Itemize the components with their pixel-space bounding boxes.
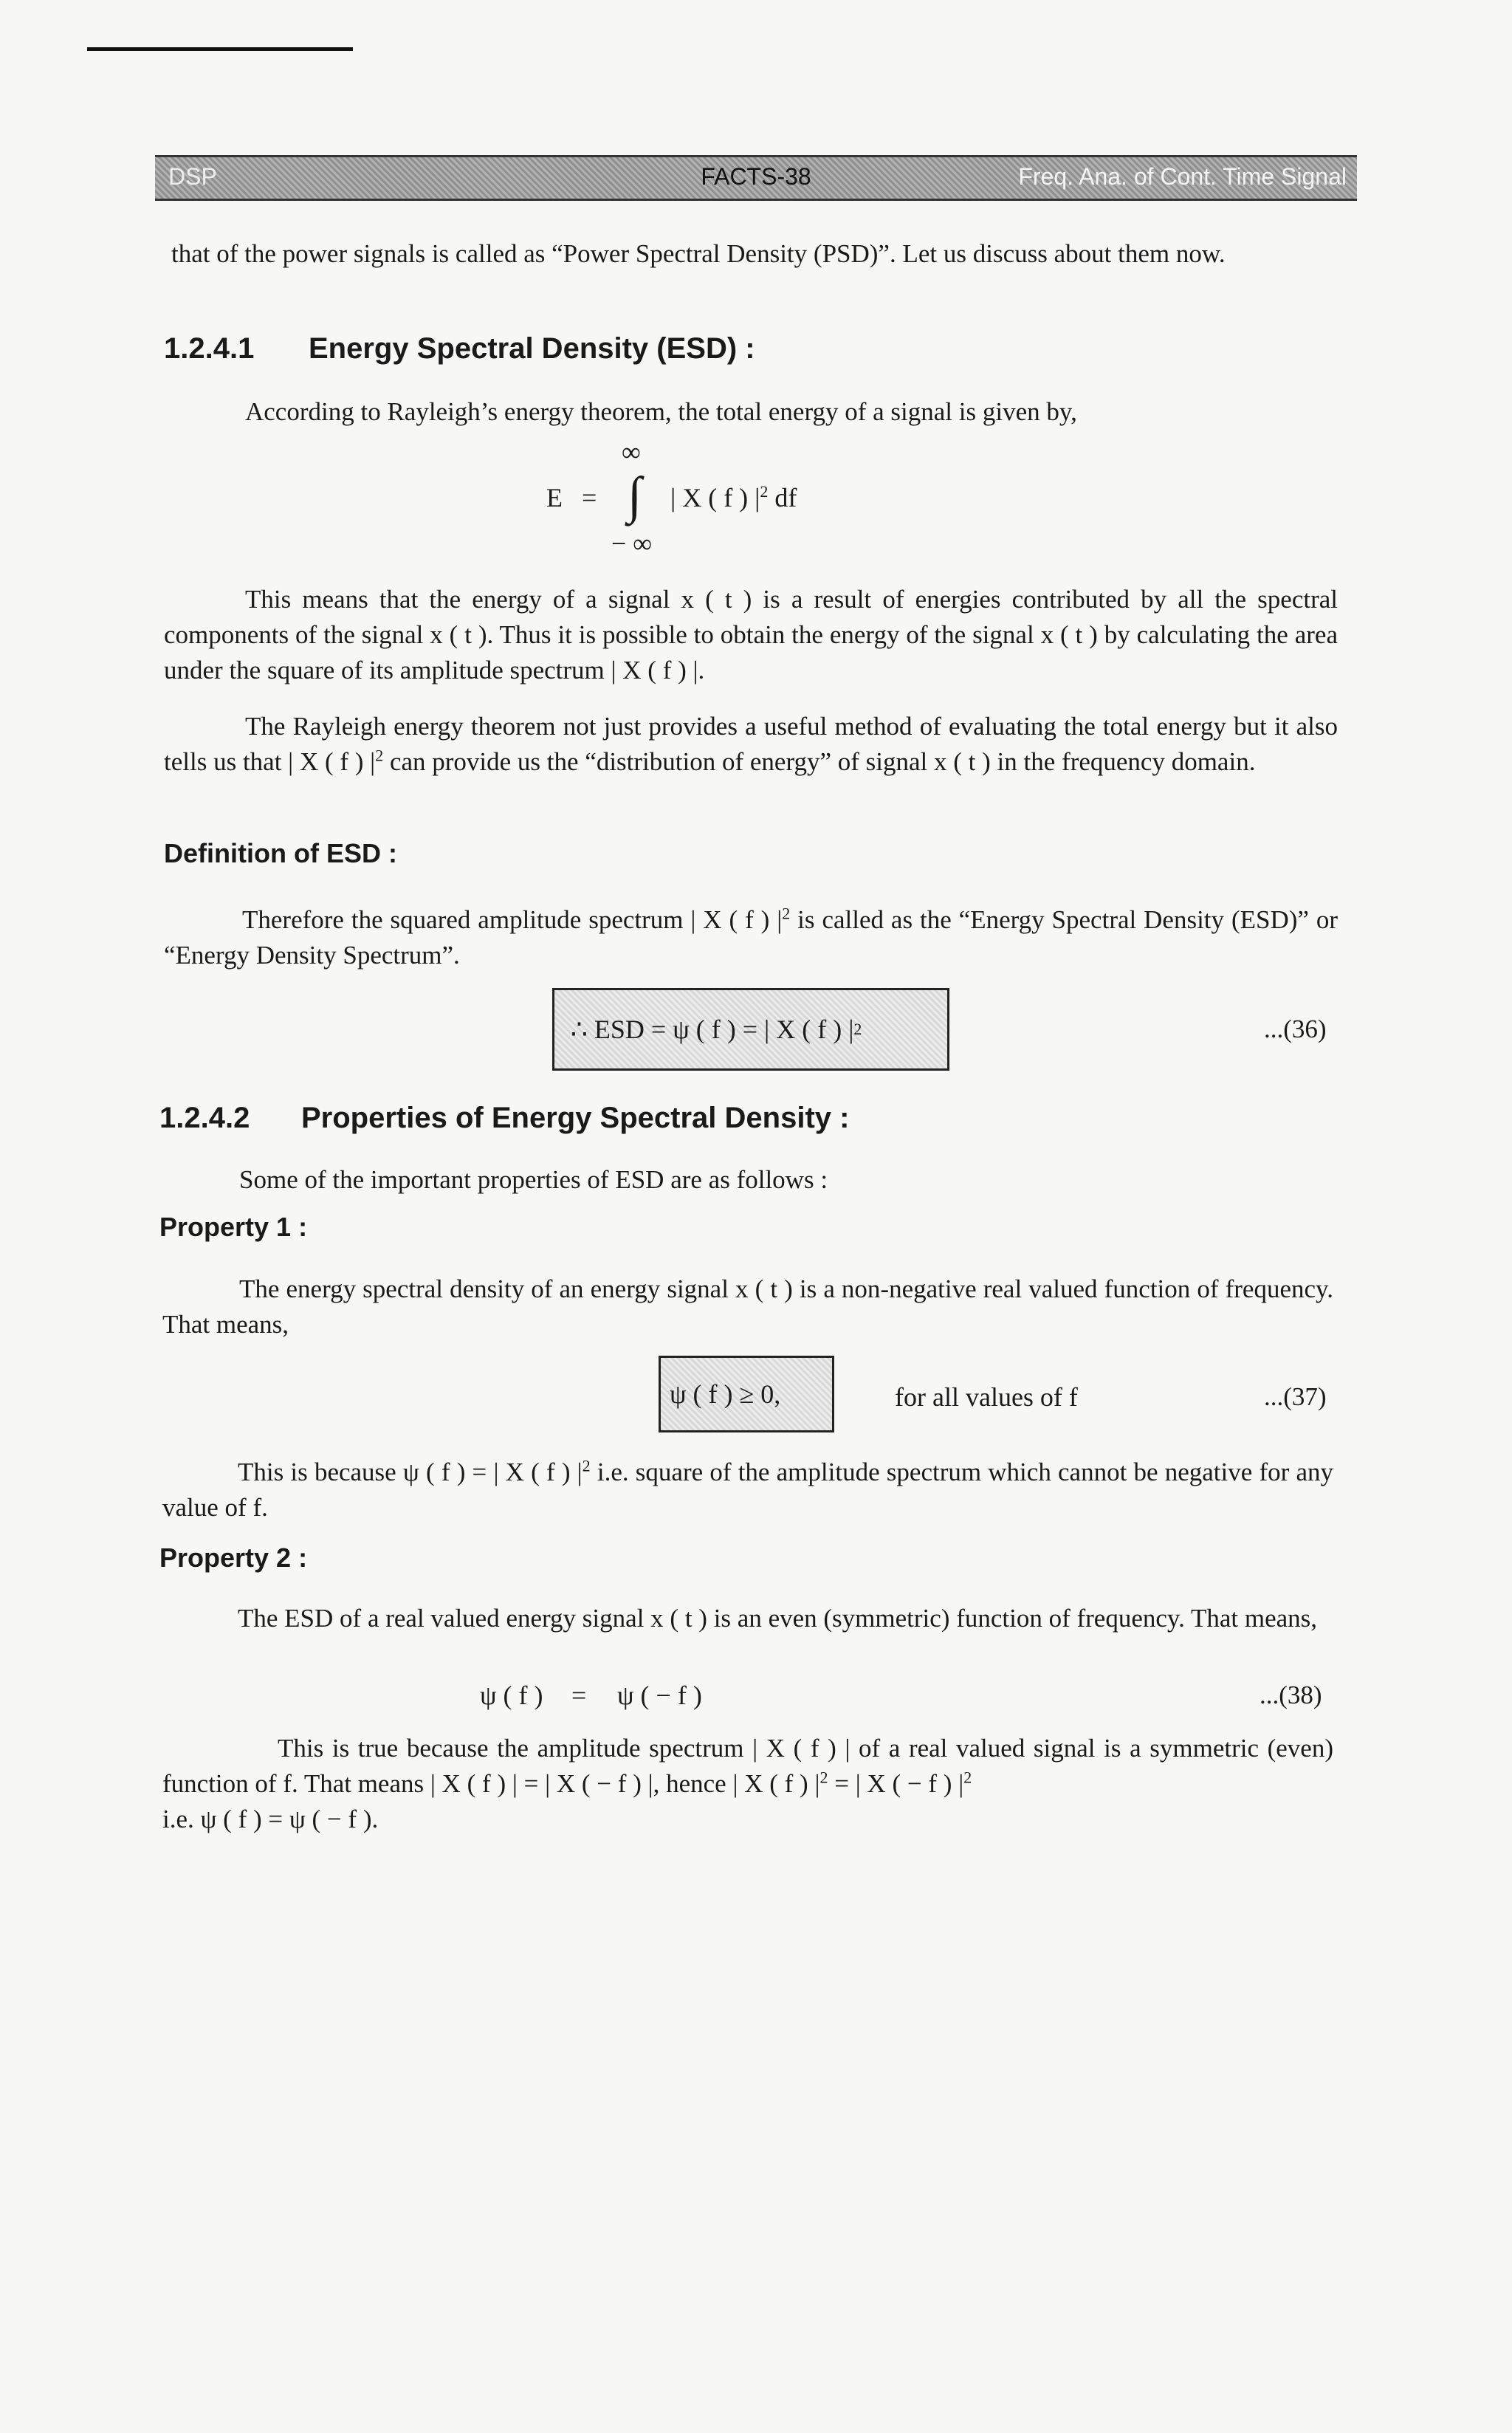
energy-equation bbox=[546, 436, 856, 561]
property-2-reason: This is true because the amplitude spectrum | X ( f ) | of a real valued signal is a symmetric (even) function of f. That means | X ( f ) | = | X ( − f ) |, hence | X ( f ) $|^2$ = | X ( − f ) $|^2$ bbox=[162, 1734, 1333, 1798]
lower-limit: − ∞ bbox=[611, 529, 652, 558]
symmetry-equals: = bbox=[571, 1681, 587, 1710]
integrand: | X ( f ) $|^2$ df bbox=[670, 482, 797, 512]
definition-paragraph: Therefore the squared amplitude spectrum | X ( f ) $|^2$ is called as the “Energy Spectral Density (ESD)” or “Energy Density Spectrum”. bbox=[164, 904, 1338, 970]
running-header bbox=[155, 155, 1357, 201]
section-number-1: 1.2.4.1 bbox=[164, 332, 255, 365]
property-2-heading: Property 2 : bbox=[159, 1542, 308, 1573]
equals-sign: = bbox=[582, 483, 597, 512]
upper-limit: ∞ bbox=[622, 437, 641, 467]
properties-intro: Some of the important properties of ESD are as follows : bbox=[239, 1165, 828, 1194]
intro-paragraph: that of the power signals is called as “Power Spectral Density (PSD)”. Let us discuss about them now. bbox=[171, 239, 1226, 268]
condition-text: for all values of f bbox=[895, 1382, 1078, 1412]
section-number-2: 1.2.4.2 bbox=[159, 1102, 250, 1134]
section-title-esd: Energy Spectral Density (ESD) : bbox=[309, 332, 755, 365]
equation-number-36: ...(36) bbox=[1264, 1015, 1327, 1043]
chapter-title: Freq. Ana. of Cont. Time Signal bbox=[1018, 163, 1347, 190]
integral-sign: ∫ bbox=[628, 467, 642, 524]
rayleigh-distribution-paragraph: The Rayleigh energy theorem not just provides a useful method of evaluating the total energy but it also tells us that | X ( f ) $|^2$ can provide us the “distribution of energy” of signal x ( t ) in the frequency domain. bbox=[164, 712, 1338, 776]
symmetry-rhs: ψ ( − f ) bbox=[617, 1681, 702, 1710]
energy-explanation: This means that the energy of a signal x ( t ) is a result of energies contributed by all the spectral components of the signal x ( t ). Thus it is possible to obtain the energy of the signal x ( t ) by calculating the area under the square of its amplitude spectrum | X ( f ) |. bbox=[164, 585, 1338, 684]
esd-equation-box: ∴ ESD = ψ ( f ) = | X ( f ) | 2 bbox=[552, 988, 949, 1071]
rayleigh-paragraph: According to Rayleigh’s energy theorem, the total energy of a signal is given by, bbox=[245, 397, 1077, 426]
property-1-heading: Property 1 : bbox=[159, 1212, 308, 1242]
header-left-text: DSP bbox=[168, 163, 217, 190]
equation-number-37: ...(37) bbox=[1264, 1382, 1327, 1411]
equation-number-38: ...(38) bbox=[1260, 1681, 1322, 1709]
property-2-conclusion: i.e. ψ ( f ) = ψ ( − f ). bbox=[162, 1805, 379, 1833]
page-number: FACTS-38 bbox=[701, 163, 811, 190]
top-rule bbox=[87, 47, 353, 51]
section-title-properties: Properties of Energy Spectral Density : bbox=[301, 1102, 850, 1134]
symmetry-lhs: ψ ( f ) bbox=[480, 1681, 543, 1710]
symmetry-equation bbox=[480, 1679, 731, 1712]
non-negative-equation-box: ψ ( f ) ≥ 0, bbox=[659, 1356, 834, 1432]
energy-symbol: E bbox=[546, 483, 563, 512]
property-2-text: The ESD of a real valued energy signal x ( t ) is an even (symmetric) function of frequency. That means, bbox=[238, 1604, 1318, 1633]
property-1-reason: This is because ψ ( f ) = | X ( f ) $|^2$ i.e. square of the amplitude spectrum which cannot be negative for any value of f. bbox=[162, 1456, 1333, 1522]
property-1-text: The energy spectral density of an energy signal x ( t ) is a non-negative real valued function of frequency. That means, bbox=[162, 1274, 1333, 1339]
definition-heading: Definition of ESD : bbox=[164, 838, 397, 868]
